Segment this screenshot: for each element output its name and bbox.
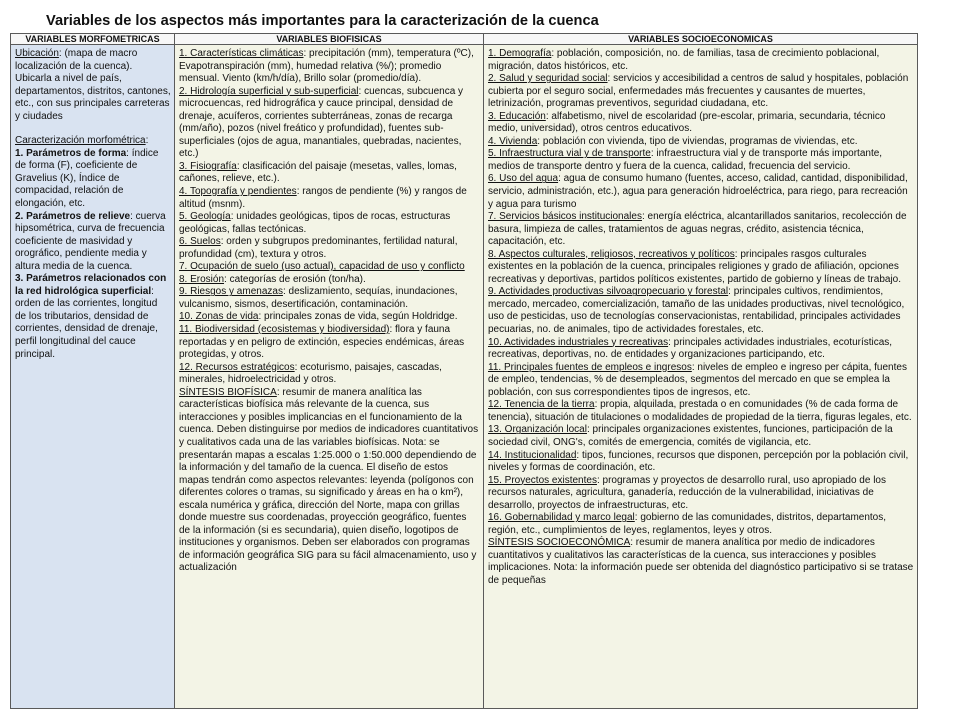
variable-description: : población con vivienda, tipo de viviendas, programas de viviendas, etc. [537,135,858,147]
variable-item [179,324,480,362]
variable-heading: SÍNTESIS SOCIOECONÓMICA [488,537,631,549]
variable-item [179,211,480,236]
variable-description: : principales cultivos, rendimientos, mercado, mercadeo, comercialización, tamaño de las unidades productivas, nivel tecnológico, uso de pesticidas, uso de tecnologías conservacionistas, rentabilidad, principales actividades pecuarias, no. de animales, tipo de actividades forestales, etc. [488,286,905,336]
variable-description: : ecoturismo, paisajes, cascadas, minerales, hidroelectricidad y otros. [179,361,442,386]
variable-heading: 4. Topografía y pendientes [179,186,297,198]
variable-heading: 10. Zonas de vida [179,311,259,323]
variable-item [488,111,914,136]
variable-description: : servicios y accesibilidad a centros de salud y hospitales, población cubierta por el seguro social, enfermedades más frecuentes y causantes de muertes, letrinización, programas preventivos, seguridad ciudadana, etc. [488,73,909,110]
variable-heading: 5. Infraestructura vial y de transporte [488,148,651,160]
variable-item [488,537,914,587]
variable-description: : orden de las corrientes, longitud de los tributarios, densidad de corrientes, densidad de drenaje, perfil longitudinal del cauce principal. [15,285,158,360]
variable-heading: 16. Gobernabilidad y marco legal [488,512,635,524]
variable-description: : principales organizaciones existentes, funciones, participación de la sociedad civil, ONG's, comités de emergencia, comités de vigilancia, etc. [488,424,893,448]
variable-heading-bold: 1. Parámetros de forma [15,147,127,159]
variable-description: : orden y subgrupos predominantes, fertilidad natural, profundidad (cm), textura y otros. [179,236,458,260]
variable-heading: 13. Organización local [488,424,587,436]
variable-heading: 8. Erosión [179,273,225,285]
variable-description: : alfabetismo, nivel de escolaridad (pre-escolar, primaria, secundaria, técnico medio, universidad), otros centros educativos. [488,110,886,135]
variable-description: : clasificación del paisaje (mesetas, valles, lomas, cañones, relieve, etc.). [179,160,457,185]
cell-socioeconomicas [484,45,918,709]
variable-heading: 12. Tenencia de la tierra [488,399,595,411]
variable-item [179,48,480,86]
variable-heading: SÍNTESIS BIOFÍSICA [179,386,277,398]
variable-description: : índice de forma (F), coeficiente de Gravelius (K), Índice de compacidad, relación de elongación, etc. [15,147,159,210]
variable-item [179,311,480,324]
variable-item [179,186,480,211]
variable-description: : tipos, funciones, recursos que disponen, percepción por la población civil, niveles y formas de coordinación, etc. [488,449,909,474]
variable-item [488,337,914,362]
variable-item [179,274,480,287]
variable-item [179,362,480,387]
variable-item [488,73,914,111]
cell-biofisicas [175,45,484,709]
variable-description: : deslizamiento, sequías, inundaciones, vulcanismo, sismos, desertificación, contaminación. [179,286,458,310]
variable-item [488,399,914,424]
variable-item [15,273,171,361]
cell-morfometricas [11,45,175,709]
variable-item [488,424,914,449]
variable-heading: 15. Proyectos existentes [488,474,597,486]
variable-heading: 2. Hidrología superficial y sub-superficial [179,85,359,97]
variable-item [15,211,171,274]
page-title: Variables de los aspectos más importantes para la caracterización de la cuenca [46,12,599,29]
variable-heading: 3. Educación [488,110,546,122]
variable-description: : [145,135,149,147]
variable-item [179,387,480,575]
variable-heading: 6. Suelos [179,236,221,248]
variable-description: : precipitación (mm), temperatura (ºC), Evapotranspiración (mm), humedad relativa (%/); promedio mensual. Viento (km/h/día), Brillo solar (promedio/día). [179,48,474,85]
variable-heading: 6. Uso del agua [488,173,559,185]
variable-item [488,475,914,513]
variable-description: : cuerva hipsométrica, curva de frecuencia coeficiente de masividad y orográfico, pendiente media y altura media de la cuenca. [15,210,166,272]
variable-item [179,286,480,311]
variable-heading: 7. Ocupación de suelo (uso actual), capacidad de uso y conflicto [179,261,465,273]
variable-item [488,173,914,211]
variable-item [488,211,914,249]
variable-heading: 11. Principales fuentes de empleos e ingresos [488,361,692,373]
variable-heading-bold: 3. Parámetros relacionados con la red hidrológica superficial [15,273,167,297]
variable-heading: 3. Fisiografía [179,160,237,172]
variable-heading: 2. Salud y seguridad social [488,73,608,85]
variable-description: : niveles de empleo e ingreso per cápita, fuentes de empleo, tendencias, % de desempleados, segmentos del mercado en que se emplea la población, con sus correspondientes tipos de ingresos, etc. [488,361,907,398]
variable-description: : principales actividades industriales, ecoturísticas, recreativas, deportivas, no. de entidades y organizaciones participando, etc. [488,336,893,361]
variable-description: : resumir de manera analítica por medio de indicadores cuantitativos y cualitativos las características de la cuenca, sus interacciones y posibles implicaciones. Nota: la información puede ser obtenida del diagnóstico participativo si se tratase de pequeñas [488,537,914,586]
variable-heading: Caracterización morfométrica [15,135,146,147]
variable-item [488,148,914,173]
variable-heading: 5. Geología [179,211,231,223]
variables-table [10,33,918,709]
variable-description: : programas y proyectos de desarrollo rural, uso apropiado de los recursos naturales, agricultura, ganadería, reducción de la vulnerabilidad, iniciativas de desarrollo, proyectos de infraestructuras, etc. [488,474,886,511]
variable-description: : gobierno de las comunidades, distritos, departamentos, región, etc., cumplimientos de leyes, reglamentos, leyes y otros. [488,512,887,536]
variable-heading-bold: 2. Parámetros de relieve [15,210,131,222]
variable-description: : propia, alquilada, prestada o en comunidades (% de cada forma de tenencia), situación de titulaciones o modalidades de propiedad de la tierra, figuras legales, etc. [488,399,912,423]
variable-item [488,450,914,475]
variable-heading: 11. Biodiversidad (ecosistemas y biodiversidad) [179,324,390,336]
variable-heading: 9. Riesgos y amenazas [179,286,283,298]
variable-description: : principales rasgos culturales existentes en la población de la cuenca, principales religiones y grado de afiliación, opciones recreativas y deportivas, partidos políticos existentes, partido de gobierno y líneas de trabajo. [488,248,902,285]
variable-item [15,148,171,211]
header-socioeconomicas: VARIABLES SOCIOECONOMICAS [484,34,918,45]
variable-item [488,136,914,149]
variable-item [179,161,480,186]
variable-item [15,48,171,123]
variable-heading: 7. Servicios básicos institucionales [488,211,642,223]
variable-item [15,135,171,148]
header-biofisicas: VARIABLES BIOFISICAS [175,34,484,45]
variable-description: : unidades geológicas, tipos de rocas, estructuras geológicas, fallas tectónicas. [179,211,451,235]
variable-description: : categorías de erosión (ton/ha). [224,273,366,285]
variable-heading: 1. Características climáticas [179,48,304,59]
variable-heading: 12. Recursos estratégicos [179,361,295,373]
variable-description: : cuencas, subcuenca y microcuencas, red hidrográfica y cauce principal, densidad de drenaje, acuíferos, corrientes subterráneas, zonas de recarga (mm/año), pozos (nivel freático y profundidad), fuentes sub-superficiales (ojos de agua, manantiales, quebradas, nacientes, etc.) [179,85,464,160]
variable-heading: 4. Vivienda [488,135,538,147]
variable-heading: 1. Demografía [488,48,552,59]
variable-item [179,86,480,161]
variable-item [488,286,914,336]
variable-description: : resumir de manera analítica las características biofísica más relevante de la cuenca, sus interacciones y posibles implicancias en el funcionamiento de la cuenca. Deben distinguirse por medios de indicadores cuantitativos y cualitativos cada una de las variables biofísicas. Nota: se presentarán mapas a escalas 1:25.000 o 1:50.000 dependiendo de la información y del tamaño de la cuenca. El diseño de estos mapas tendrán como aspectos relevantes: leyenda (polígonos con diferentes colores o tramas, su significado y áreas en ha o km²), escala numérica y gráfica, dirección del Norte, mapa con grillas donde muestre sus coordenadas, proyección geográfico, fuentes de la información (si es secundaria), quien diseño, logotipos de instituciones y organismos. Deben ser elaborados con programas de información geográfica SIG para su fácil almacenamiento, uso y actualización [179,386,479,574]
variable-heading: 10. Actividades industriales y recreativas [488,336,669,348]
variable-item [488,362,914,400]
header-morfometricas: VARIABLES MORFOMETRICAS [11,34,175,45]
variable-description: : agua de consumo humano (fuentes, acceso, calidad, cantidad, disponibilidad, servicio, administración, etc.), agua para generación hidroeléctrica, para riego, para recreación y agua para turismo [488,173,908,210]
variable-item [488,512,914,537]
variable-heading: Ubicación [15,48,59,59]
variable-item [488,249,914,287]
table-body-row [11,45,918,709]
variable-item [179,236,480,261]
table-header-row [11,34,918,45]
paragraph-gap [15,123,171,135]
variable-heading: 8. Aspectos culturales, religiosos, recreativos y políticos [488,248,735,260]
variable-heading: 14. Institucionalidad [488,449,577,461]
variable-description: : infraestructura vial y de transporte más importante, medios de transporte dentro y fuera de la cuenca, calidad, frecuencia del servicio. [488,148,883,172]
variable-item [488,48,914,73]
variable-description: : población, composición, no. de familias, tasa de crecimiento poblacional, migración, datos históricos, etc. [488,48,880,72]
variable-heading: 9. Actividades productivas silvoagropecuario y forestal [488,286,729,298]
variable-description: : energía eléctrica, alcantarillados sanitarios, recolección de basura, limpieza de calles, tratamientos de aguas negras, crédito, asistencia técnica, capacitación, etc. [488,211,907,248]
variable-description: : rangos de pendiente (%) y rangos de altitud (msnm). [179,186,467,210]
variable-description: : principales zonas de vida, según Holdridge. [258,311,458,323]
variable-item [179,261,480,274]
variable-description: : (mapa de macro localización de la cuenca). Ubicarla a nivel de país, departamentos, distritos, cantones, etc., con sus principales carreteras y ciudades [15,48,171,122]
variable-description: : flora y fauna reportadas y en peligro de extinción, especies endémicas, áreas protegidas, y otros. [179,324,465,361]
